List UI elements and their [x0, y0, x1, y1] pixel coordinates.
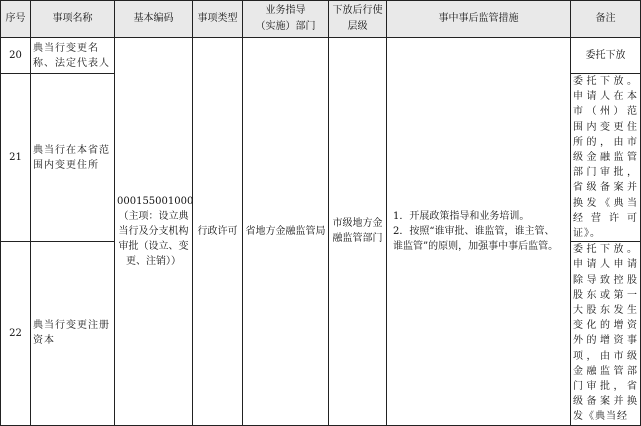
row-item-name: 典当行变更名称、法定代表人: [31, 38, 115, 74]
row-remarks: 委托下放: [571, 38, 641, 74]
table-row: [1, 38, 641, 74]
header-measures: 事中事后监管措施: [387, 1, 571, 38]
header-row: [1, 1, 641, 38]
dept-cell: 省地方金融监管局: [243, 38, 329, 426]
header-item-name: 事项名称: [31, 1, 115, 38]
row-remarks: 委托下放。申请人申请除导致控股股东或第一大股东发生变化的增资外的增资事项，由市级金融监管部门审批，省级备案并换发《典当经: [571, 242, 641, 425]
header-basic-code: 基本编码: [115, 1, 193, 38]
item-type-cell: 行政许可: [193, 38, 243, 426]
header-delegated-level: 下放后行使 层级: [329, 1, 387, 38]
measures-cell: 1．开展政策指导和业务培训。 2．按照“谁审批、谁监管，谁主管、谁监管”的原则，加强事中事后监管。: [387, 38, 571, 426]
row-seq: 21: [1, 74, 31, 242]
row-item-name: 典当行在本省范围内变更住所: [31, 74, 115, 242]
header-item-type: 事项类型: [193, 1, 243, 38]
row-remarks: 委托下放。申请人在本市（州）范围内变更住所的，由市级金融监管部门审批，省级备案并换发《典当经营许可证》。: [571, 74, 641, 242]
basic-code-cell: 000155001000 （主项：设立典当行及分支机构审批（设立、变更、注销））: [115, 38, 193, 426]
header-seq: 序号: [1, 1, 31, 38]
header-remarks: 备注: [571, 1, 641, 38]
row-item-name: 典当行变更注册资本: [31, 242, 115, 425]
row-seq: 20: [1, 38, 31, 74]
delegated-level-cell: 市级地方金融监管部门: [329, 38, 387, 426]
row-seq: 22: [1, 242, 31, 425]
header-dept: 业务指导 （实施）部门: [243, 1, 329, 38]
